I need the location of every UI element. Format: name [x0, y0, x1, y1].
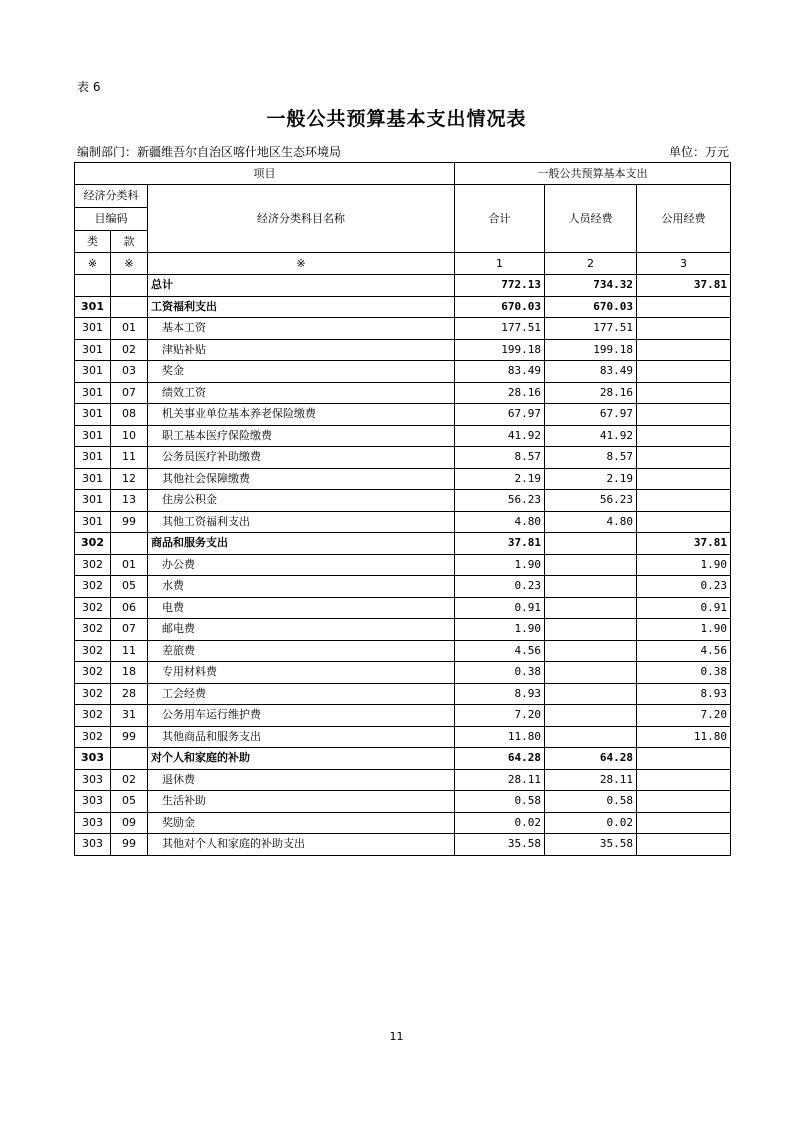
- row-category-code: 301: [75, 511, 111, 533]
- table-row: [75, 705, 731, 727]
- row-personnel: 41.92: [545, 425, 637, 447]
- row-item-code: 11: [111, 640, 148, 662]
- header-econ-name: 经济分类科目名称: [148, 185, 455, 253]
- row-public: [637, 769, 731, 791]
- row-category-code: 301: [75, 468, 111, 490]
- row-item-name: 商品和服务支出: [148, 533, 455, 555]
- table-row: [75, 748, 731, 770]
- row-public: [637, 468, 731, 490]
- table-row: [75, 339, 731, 361]
- row-public: 0.23: [637, 576, 731, 598]
- row-total: 4.80: [455, 511, 545, 533]
- table-row: [75, 726, 731, 748]
- row-item-code: 13: [111, 490, 148, 512]
- row-item-code: 10: [111, 425, 148, 447]
- row-category-code: 303: [75, 791, 111, 813]
- row-personnel: [545, 640, 637, 662]
- table-row: [75, 533, 731, 555]
- row-total: 41.92: [455, 425, 545, 447]
- row-item-code: 07: [111, 619, 148, 641]
- row-total: 2.19: [455, 468, 545, 490]
- row-item-code: 06: [111, 597, 148, 619]
- row-item-name: 职工基本医疗保险缴费: [148, 425, 455, 447]
- row-total: 0.02: [455, 812, 545, 834]
- row-personnel: 2.19: [545, 468, 637, 490]
- row-total: 0.38: [455, 662, 545, 684]
- row-item-code: [111, 296, 148, 318]
- row-total: 1.90: [455, 619, 545, 641]
- row-category-code: 302: [75, 726, 111, 748]
- row-total: 670.03: [455, 296, 545, 318]
- row-public: [637, 748, 731, 770]
- header-mark-kuan: ※: [111, 253, 148, 275]
- row-item-name: 办公费: [148, 554, 455, 576]
- header-public: 公用经费: [637, 185, 731, 253]
- row-public: 8.93: [637, 683, 731, 705]
- row-total: 4.56: [455, 640, 545, 662]
- row-item-name: 基本工资: [148, 318, 455, 340]
- row-personnel: 56.23: [545, 490, 637, 512]
- header-row-5: [75, 253, 731, 275]
- row-category-code: 301: [75, 404, 111, 426]
- header-col-3: 3: [637, 253, 731, 275]
- row-personnel: [545, 533, 637, 555]
- row-category-code: 303: [75, 834, 111, 856]
- row-item-name: 工会经费: [148, 683, 455, 705]
- header-econ-code-line1: 经济分类科: [75, 185, 148, 208]
- row-personnel: [545, 554, 637, 576]
- row-personnel: [545, 726, 637, 748]
- row-total: 0.91: [455, 597, 545, 619]
- row-item-code: 05: [111, 791, 148, 813]
- row-total: 0.58: [455, 791, 545, 813]
- row-personnel: 0.58: [545, 791, 637, 813]
- row-item-name: 津贴补贴: [148, 339, 455, 361]
- row-public: 37.81: [637, 533, 731, 555]
- table-row: [75, 468, 731, 490]
- row-public: [637, 296, 731, 318]
- row-item-name: 生活补助: [148, 791, 455, 813]
- row-personnel: 734.32: [545, 275, 637, 297]
- row-item-name: 工资福利支出: [148, 296, 455, 318]
- row-category-code: 302: [75, 640, 111, 662]
- row-item-code: 01: [111, 554, 148, 576]
- row-category-code: 302: [75, 554, 111, 576]
- row-total: 11.80: [455, 726, 545, 748]
- row-item-name: 绩效工资: [148, 382, 455, 404]
- row-total: 177.51: [455, 318, 545, 340]
- row-total: 37.81: [455, 533, 545, 555]
- page-number: 11: [389, 1030, 404, 1043]
- row-category-code: 301: [75, 382, 111, 404]
- header-personnel: 人员经费: [545, 185, 637, 253]
- row-public: [637, 812, 731, 834]
- row-personnel: 670.03: [545, 296, 637, 318]
- row-item-name: 对个人和家庭的补助: [148, 748, 455, 770]
- row-personnel: 67.97: [545, 404, 637, 426]
- row-item-name: 公务员医疗补助缴费: [148, 447, 455, 469]
- row-personnel: [545, 662, 637, 684]
- table-row: [75, 318, 731, 340]
- row-item-name: 专用材料费: [148, 662, 455, 684]
- row-public: 4.56: [637, 640, 731, 662]
- table-row: [75, 511, 731, 533]
- row-category-code: 301: [75, 318, 111, 340]
- row-item-name: 退休费: [148, 769, 455, 791]
- row-public: 1.90: [637, 554, 731, 576]
- row-public: [637, 361, 731, 383]
- row-total: 772.13: [455, 275, 545, 297]
- row-item-code: [111, 748, 148, 770]
- row-item-name: 奖金: [148, 361, 455, 383]
- row-item-name: 奖励金: [148, 812, 455, 834]
- header-expense-group: 一般公共预算基本支出: [455, 163, 731, 185]
- row-category-code: 302: [75, 576, 111, 598]
- table-row: [75, 662, 731, 684]
- table-row: [75, 834, 731, 856]
- table-row: [75, 619, 731, 641]
- row-item-code: [111, 275, 148, 297]
- row-item-code: 99: [111, 511, 148, 533]
- row-personnel: [545, 683, 637, 705]
- unit-label: 单位：万元: [668, 145, 729, 159]
- row-category-code: 301: [75, 490, 111, 512]
- row-public: 7.20: [637, 705, 731, 727]
- row-public: [637, 791, 731, 813]
- row-item-name: 其他社会保障缴费: [148, 468, 455, 490]
- header-total: 合计: [455, 185, 545, 253]
- row-category-code: 302: [75, 683, 111, 705]
- row-public: 1.90: [637, 619, 731, 641]
- row-total: 199.18: [455, 339, 545, 361]
- row-public: 0.91: [637, 597, 731, 619]
- row-public: 37.81: [637, 275, 731, 297]
- row-category-code: 302: [75, 705, 111, 727]
- row-item-code: 28: [111, 683, 148, 705]
- row-personnel: 28.11: [545, 769, 637, 791]
- row-category-code: 301: [75, 447, 111, 469]
- table-row: [75, 683, 731, 705]
- row-item-name: 公务用车运行维护费: [148, 705, 455, 727]
- row-personnel: 4.80: [545, 511, 637, 533]
- row-category-code: 301: [75, 425, 111, 447]
- row-item-name: 电费: [148, 597, 455, 619]
- row-category-code: 302: [75, 662, 111, 684]
- row-category-code: 302: [75, 533, 111, 555]
- table-row: [75, 425, 731, 447]
- row-category-code: 301: [75, 339, 111, 361]
- row-public: [637, 382, 731, 404]
- row-item-name: 邮电费: [148, 619, 455, 641]
- row-item-name: 其他对个人和家庭的补助支出: [148, 834, 455, 856]
- row-total: 28.11: [455, 769, 545, 791]
- row-public: [637, 447, 731, 469]
- row-category-code: 303: [75, 812, 111, 834]
- header-col-2: 2: [545, 253, 637, 275]
- header-row-2: [75, 185, 731, 208]
- expense-table: [74, 162, 731, 856]
- header-kuan: 款: [111, 231, 148, 253]
- row-item-code: 07: [111, 382, 148, 404]
- row-total: 0.23: [455, 576, 545, 598]
- row-item-name: 总计: [148, 275, 455, 297]
- row-item-code: 02: [111, 339, 148, 361]
- row-public: 0.38: [637, 662, 731, 684]
- row-item-name: 其他商品和服务支出: [148, 726, 455, 748]
- row-item-code: 02: [111, 769, 148, 791]
- row-category-code: 301: [75, 296, 111, 318]
- row-public: [637, 834, 731, 856]
- table-row: [75, 812, 731, 834]
- table-row: [75, 791, 731, 813]
- header-col-1: 1: [455, 253, 545, 275]
- row-total: 1.90: [455, 554, 545, 576]
- row-personnel: 199.18: [545, 339, 637, 361]
- table-row: [75, 296, 731, 318]
- row-item-code: 05: [111, 576, 148, 598]
- row-personnel: 64.28: [545, 748, 637, 770]
- row-item-code: 11: [111, 447, 148, 469]
- row-item-name: 水费: [148, 576, 455, 598]
- row-category-code: 302: [75, 597, 111, 619]
- row-item-code: 99: [111, 726, 148, 748]
- row-item-name: 机关事业单位基本养老保险缴费: [148, 404, 455, 426]
- header-project: 项目: [75, 163, 455, 185]
- row-total: 28.16: [455, 382, 545, 404]
- row-personnel: 177.51: [545, 318, 637, 340]
- row-total: 8.57: [455, 447, 545, 469]
- row-public: [637, 404, 731, 426]
- table-row: [75, 769, 731, 791]
- row-item-name: 住房公积金: [148, 490, 455, 512]
- row-public: [637, 511, 731, 533]
- row-public: [637, 318, 731, 340]
- row-personnel: 8.57: [545, 447, 637, 469]
- row-public: [637, 425, 731, 447]
- table-row: [75, 576, 731, 598]
- row-category-code: [75, 275, 111, 297]
- table-row: [75, 490, 731, 512]
- table-row: [75, 640, 731, 662]
- table-row: [75, 404, 731, 426]
- table-row: [75, 447, 731, 469]
- row-personnel: 28.16: [545, 382, 637, 404]
- row-item-code: 12: [111, 468, 148, 490]
- row-personnel: [545, 619, 637, 641]
- row-item-name: 其他工资福利支出: [148, 511, 455, 533]
- page-title: 一般公共预算基本支出情况表: [266, 108, 527, 130]
- row-total: 83.49: [455, 361, 545, 383]
- header-mark-name: ※: [148, 253, 455, 275]
- row-personnel: 0.02: [545, 812, 637, 834]
- header-econ-code-line2: 目编码: [75, 208, 148, 231]
- row-category-code: 301: [75, 361, 111, 383]
- table-row: [75, 361, 731, 383]
- table-row: [75, 597, 731, 619]
- row-item-code: 31: [111, 705, 148, 727]
- row-public: [637, 490, 731, 512]
- table-row: [75, 275, 731, 297]
- row-item-name: 差旅费: [148, 640, 455, 662]
- row-category-code: 303: [75, 748, 111, 770]
- row-category-code: 303: [75, 769, 111, 791]
- row-item-code: 03: [111, 361, 148, 383]
- row-total: 64.28: [455, 748, 545, 770]
- row-total: 56.23: [455, 490, 545, 512]
- row-total: 35.58: [455, 834, 545, 856]
- department-label: 编制部门：新疆维吾尔自治区喀什地区生态环境局: [77, 145, 342, 159]
- header-lei: 类: [75, 231, 111, 253]
- row-personnel: [545, 705, 637, 727]
- row-total: 7.20: [455, 705, 545, 727]
- row-item-code: 09: [111, 812, 148, 834]
- row-category-code: 302: [75, 619, 111, 641]
- row-personnel: 35.58: [545, 834, 637, 856]
- row-item-code: 08: [111, 404, 148, 426]
- header-row-1: [75, 163, 731, 185]
- row-item-code: 18: [111, 662, 148, 684]
- row-item-code: [111, 533, 148, 555]
- row-item-code: 99: [111, 834, 148, 856]
- row-personnel: 83.49: [545, 361, 637, 383]
- row-total: 67.97: [455, 404, 545, 426]
- row-public: [637, 339, 731, 361]
- header-mark-lei: ※: [75, 253, 111, 275]
- row-personnel: [545, 576, 637, 598]
- row-item-code: 01: [111, 318, 148, 340]
- row-personnel: [545, 597, 637, 619]
- row-total: 8.93: [455, 683, 545, 705]
- table-number: 表 6: [77, 80, 101, 94]
- table-row: [75, 382, 731, 404]
- row-public: 11.80: [637, 726, 731, 748]
- table-row: [75, 554, 731, 576]
